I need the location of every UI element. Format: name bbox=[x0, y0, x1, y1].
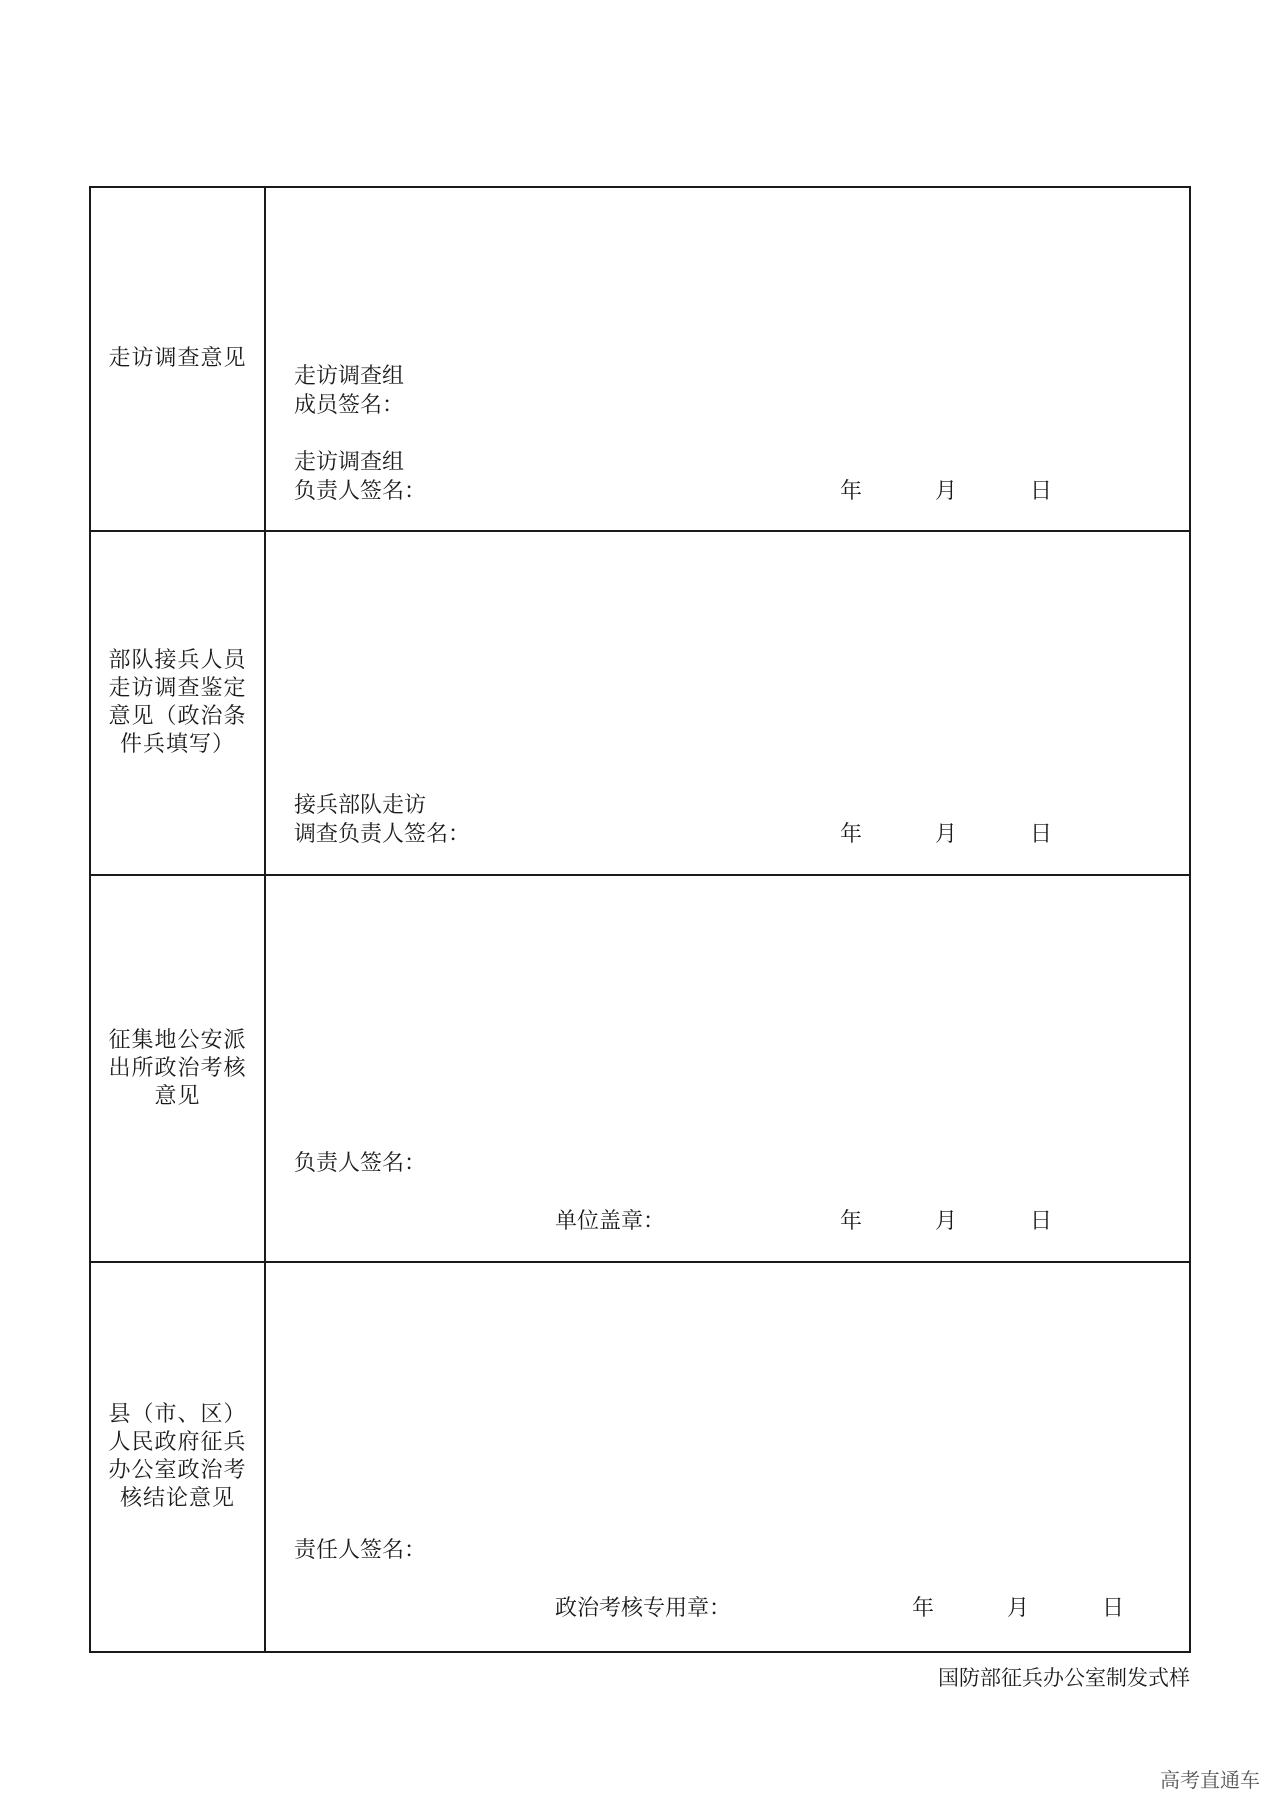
date-year-label: 年 bbox=[840, 479, 863, 504]
unit-seal-label: 单位盖章： bbox=[555, 1209, 666, 1234]
leader-signature-label: 接兵部队走访 调查负责人签名： bbox=[294, 793, 471, 847]
opinion-field[interactable] bbox=[266, 532, 1189, 874]
date-month-label: 月 bbox=[935, 822, 958, 847]
member-signature-label: 走访调查组 成员签名： bbox=[294, 364, 405, 418]
opinion-field[interactable] bbox=[266, 1263, 1189, 1651]
date-month-label: 月 bbox=[1007, 1596, 1030, 1621]
date-month-label: 月 bbox=[935, 479, 958, 504]
date-day-label: 日 bbox=[1030, 1209, 1053, 1234]
row-label-cell bbox=[91, 532, 266, 874]
leader-signature-label: 负责人签名： bbox=[294, 1151, 427, 1176]
political-review-form-table bbox=[89, 186, 1191, 1653]
date-year-label: 年 bbox=[840, 822, 863, 847]
responsible-signature-label: 责任人签名： bbox=[294, 1538, 427, 1563]
row-label-cell bbox=[91, 876, 266, 1261]
date-day-label: 日 bbox=[1102, 1596, 1125, 1621]
row-label: 部队接兵人员走访调查鉴定意见（政治条件兵填写） bbox=[108, 648, 247, 757]
opinion-field[interactable] bbox=[266, 876, 1189, 1261]
row-police-review bbox=[91, 876, 1189, 1263]
row-label: 县（市、区）人民政府征兵办公室政治考核结论意见 bbox=[108, 1402, 247, 1511]
opinion-field[interactable] bbox=[266, 188, 1189, 530]
date-day-label: 日 bbox=[1030, 479, 1053, 504]
row-county-conclusion bbox=[91, 1263, 1189, 1651]
row-label-cell bbox=[91, 1263, 266, 1651]
date-day-label: 日 bbox=[1030, 822, 1053, 847]
row-label-cell bbox=[91, 188, 266, 530]
row-label: 征集地公安派出所政治考核意见 bbox=[108, 1027, 247, 1109]
watermark-text: 高考直通车 bbox=[1160, 1768, 1260, 1792]
date-year-label: 年 bbox=[912, 1596, 935, 1621]
date-year-label: 年 bbox=[840, 1209, 863, 1234]
row-troop-investigation bbox=[91, 532, 1189, 876]
political-review-seal-label: 政治考核专用章： bbox=[555, 1596, 732, 1621]
date-month-label: 月 bbox=[935, 1209, 958, 1234]
row-visit-investigation bbox=[91, 188, 1189, 532]
issuer-note: 国防部征兵办公室制发式样 bbox=[938, 1666, 1190, 1690]
row-label: 走访调查意见 bbox=[108, 346, 247, 371]
leader-signature-label: 走访调查组 负责人签名： bbox=[294, 450, 427, 504]
